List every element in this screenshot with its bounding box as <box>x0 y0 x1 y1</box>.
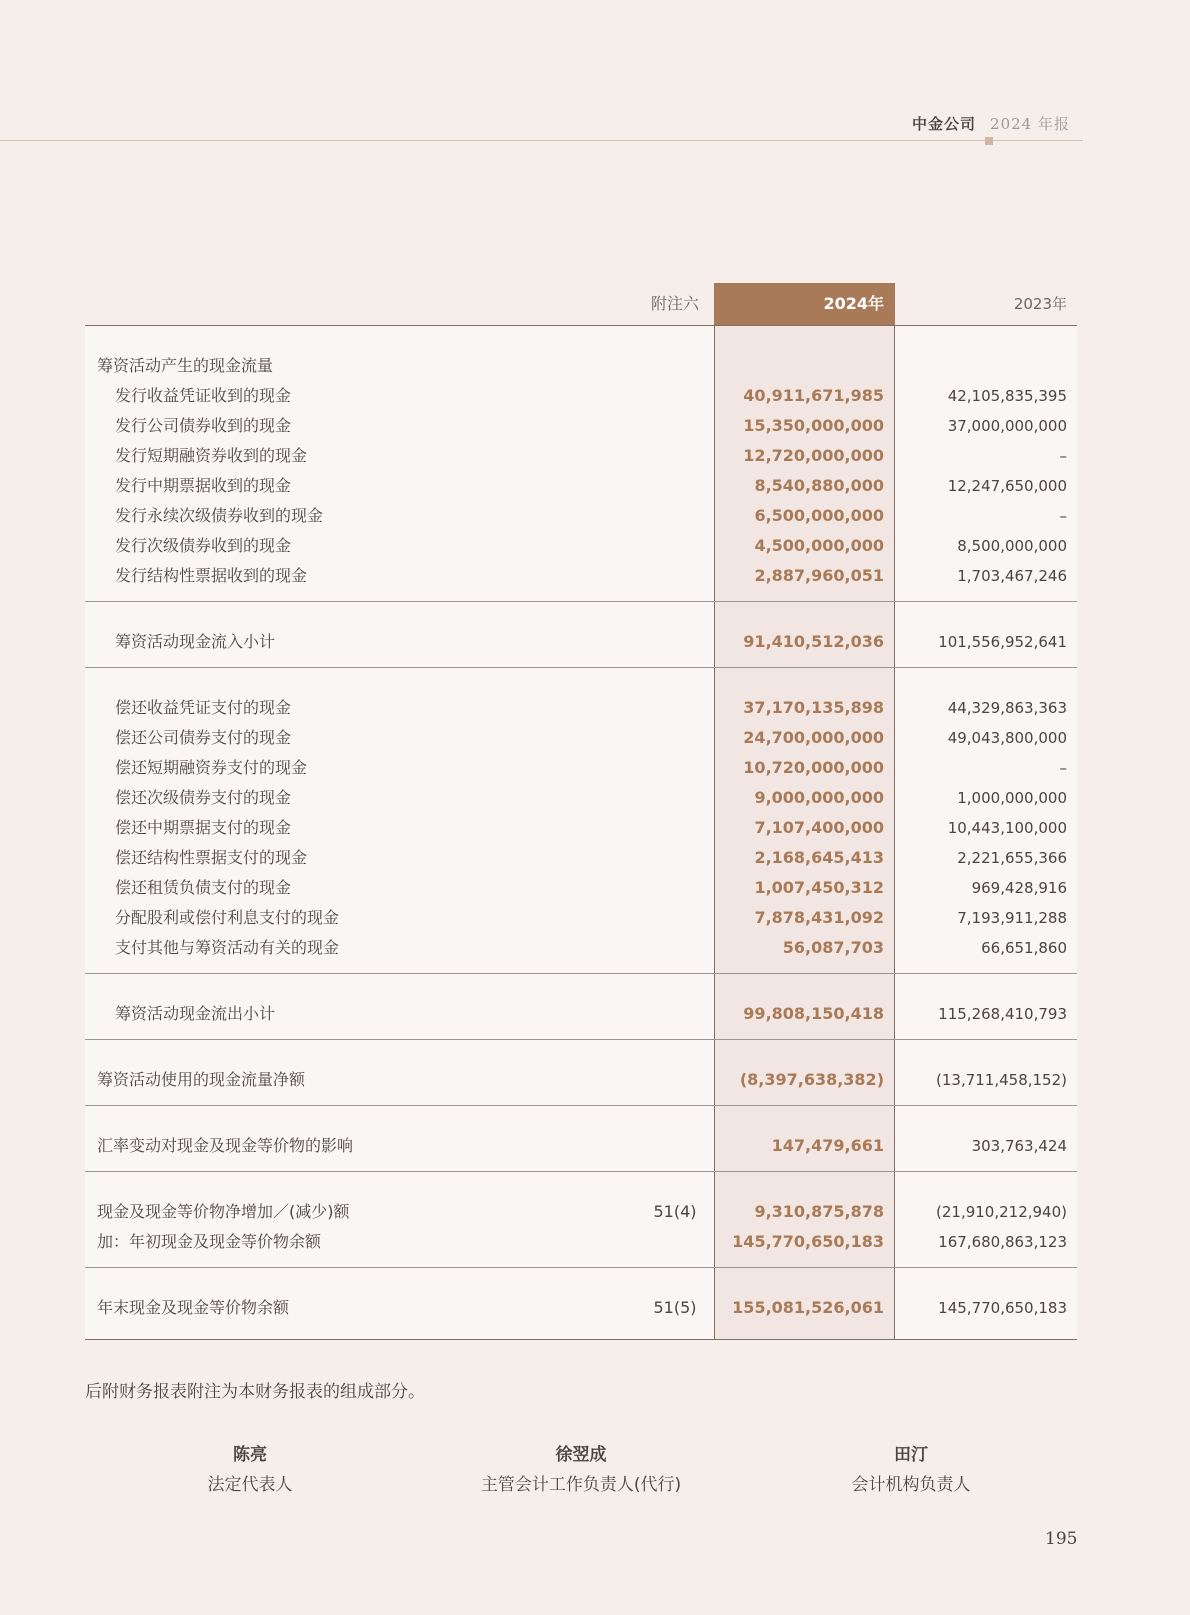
page-number: 195 <box>1045 1529 1078 1549</box>
signature-accounting-dept <box>761 1440 1061 1500</box>
row-current: 4,500,000,000 <box>754 536 884 555</box>
table-row <box>85 1227 1077 1257</box>
table-row <box>85 873 1077 903</box>
table-row <box>85 999 1077 1029</box>
row-current: 37,170,135,898 <box>743 698 884 717</box>
row-label: 年末现金及现金等价物余额 <box>97 1298 290 1317</box>
table-row <box>85 471 1077 501</box>
signature-title: 会计机构负责人 <box>851 1475 971 1495</box>
table-row <box>85 693 1077 723</box>
row-previous: 101,556,952,641 <box>938 633 1067 651</box>
row-label: 分配股利或偿付利息支付的现金 <box>115 908 340 927</box>
row-label: 筹资活动现金流入小计 <box>115 632 276 651</box>
row-current: 7,878,431,092 <box>754 908 884 927</box>
table-bottom-rule <box>85 1339 1077 1340</box>
row-previous: (13,711,458,152) <box>936 1071 1067 1089</box>
row-current: 6,500,000,000 <box>754 506 884 525</box>
footnote: 后附财务报表附注为本财务报表的组成部分。 <box>85 1382 425 1402</box>
table-row <box>85 531 1077 561</box>
column-header-note: 附注六 <box>650 294 699 313</box>
row-previous: 1,000,000,000 <box>957 789 1067 807</box>
row-label: 偿还结构性票据支付的现金 <box>115 848 308 867</box>
row-current: 40,911,671,985 <box>743 386 884 405</box>
row-label: 发行公司债券收到的现金 <box>115 416 292 435</box>
row-note: 51(4) <box>653 1202 697 1221</box>
row-divider <box>85 1039 1077 1040</box>
row-previous: 303,763,424 <box>971 1137 1067 1155</box>
row-current: 147,479,661 <box>771 1136 884 1155</box>
table-row <box>85 903 1077 933</box>
table-row <box>85 783 1077 813</box>
row-previous: 7,193,911,288 <box>957 909 1067 927</box>
row-label: 支付其他与筹资活动有关的现金 <box>115 938 340 957</box>
header-divider <box>85 325 1077 326</box>
row-current: 99,808,150,418 <box>743 1004 884 1023</box>
row-divider <box>85 1267 1077 1268</box>
table-row <box>85 501 1077 531</box>
table-row <box>85 723 1077 753</box>
row-label: 偿还租赁负债支付的现金 <box>115 878 292 897</box>
row-label: 发行永续次级债券收到的现金 <box>115 506 324 525</box>
row-label: 发行短期融资券收到的现金 <box>115 446 308 465</box>
row-label: 汇率变动对现金及现金等价物的影响 <box>97 1136 354 1155</box>
table-row <box>85 561 1077 591</box>
row-previous: 37,000,000,000 <box>947 417 1067 435</box>
row-label: 现金及现金等价物净增加／(减少)额 <box>97 1202 350 1221</box>
table-row <box>85 411 1077 441</box>
row-previous: 49,043,800,000 <box>947 729 1067 747</box>
row-label: 发行收益凭证收到的现金 <box>115 386 292 405</box>
signature-name: 田汀 <box>894 1445 928 1465</box>
header-rule <box>0 140 1083 141</box>
row-previous: 969,428,916 <box>971 879 1067 897</box>
row-previous: 1,703,467,246 <box>957 567 1067 585</box>
column-header-previous: 2023年 <box>1013 295 1067 313</box>
row-previous: 42,105,835,395 <box>947 387 1067 405</box>
row-previous: 66,651,860 <box>981 939 1067 957</box>
signature-title: 主管会计工作负责人(代行) <box>480 1475 682 1495</box>
table-row <box>85 381 1077 411</box>
row-current: 145,770,650,183 <box>732 1232 884 1251</box>
row-label: 偿还次级债券支付的现金 <box>115 788 292 807</box>
row-divider <box>85 601 1077 602</box>
signature-name: 徐翌成 <box>555 1445 607 1465</box>
row-label: 发行中期票据收到的现金 <box>115 476 292 495</box>
table-header <box>85 283 1077 325</box>
header-marker <box>985 137 993 145</box>
row-previous: – <box>1059 507 1067 525</box>
row-label: 筹资活动现金流出小计 <box>115 1004 276 1023</box>
row-label: 加：年初现金及现金等价物余额 <box>97 1232 322 1251</box>
row-current: 7,107,400,000 <box>754 818 884 837</box>
row-current: 12,720,000,000 <box>743 446 884 465</box>
row-current: 2,887,960,051 <box>754 566 884 585</box>
row-previous: 44,329,863,363 <box>947 699 1067 717</box>
row-current: 155,081,526,061 <box>732 1298 884 1317</box>
row-divider <box>85 1171 1077 1172</box>
table-row <box>85 1065 1077 1095</box>
row-label: 发行结构性票据收到的现金 <box>115 566 308 585</box>
signature-legal-rep <box>100 1440 400 1500</box>
table-row <box>85 627 1077 657</box>
table-row <box>85 813 1077 843</box>
row-previous: 8,500,000,000 <box>957 537 1067 555</box>
row-current: 91,410,512,036 <box>743 632 884 651</box>
row-divider <box>85 973 1077 974</box>
row-current: 8,540,880,000 <box>754 476 884 495</box>
signature-title: 法定代表人 <box>207 1475 293 1495</box>
table-row <box>85 1293 1077 1323</box>
row-divider <box>85 1105 1077 1106</box>
row-current: 56,087,703 <box>782 938 884 957</box>
table-row <box>85 441 1077 471</box>
row-previous: 145,770,650,183 <box>938 1299 1067 1317</box>
row-current: 24,700,000,000 <box>743 728 884 747</box>
row-current: 1,007,450,312 <box>754 878 884 897</box>
row-label: 偿还公司债券支付的现金 <box>115 728 292 747</box>
row-current: 9,000,000,000 <box>754 788 884 807</box>
header-company: 中金公司 <box>912 115 977 133</box>
row-previous: 10,443,100,000 <box>947 819 1067 837</box>
row-label: 偿还收益凭证支付的现金 <box>115 698 292 717</box>
table-row <box>85 1131 1077 1161</box>
running-header <box>912 113 1070 134</box>
table-row <box>85 843 1077 873</box>
table-row <box>85 351 1077 381</box>
row-previous: – <box>1059 759 1067 777</box>
table-row <box>85 933 1077 963</box>
table-row <box>85 1197 1077 1227</box>
row-previous: 2,221,655,366 <box>957 849 1067 867</box>
row-note: 51(5) <box>653 1298 697 1317</box>
row-current: 2,168,645,413 <box>754 848 884 867</box>
row-previous: – <box>1059 447 1067 465</box>
row-current: 15,350,000,000 <box>743 416 884 435</box>
row-label: 偿还短期融资券支付的现金 <box>115 758 308 777</box>
signature-accounting-head <box>431 1440 731 1500</box>
row-previous: 115,268,410,793 <box>938 1005 1067 1023</box>
row-label: 偿还中期票据支付的现金 <box>115 818 292 837</box>
row-previous: (21,910,212,940) <box>936 1203 1067 1221</box>
row-divider <box>85 667 1077 668</box>
signature-name: 陈亮 <box>233 1445 267 1465</box>
row-label: 筹资活动使用的现金流量净额 <box>97 1070 306 1089</box>
row-label: 筹资活动产生的现金流量 <box>97 356 274 375</box>
row-current: 10,720,000,000 <box>743 758 884 777</box>
row-previous: 167,680,863,123 <box>938 1233 1067 1251</box>
row-current: (8,397,638,382) <box>739 1070 884 1089</box>
row-current: 9,310,875,878 <box>754 1202 884 1221</box>
header-report: 2024 年报 <box>990 115 1070 133</box>
row-previous: 12,247,650,000 <box>947 477 1067 495</box>
table-row <box>85 753 1077 783</box>
row-label: 发行次级债券收到的现金 <box>115 536 292 555</box>
column-header-current: 2024年 <box>823 294 884 313</box>
